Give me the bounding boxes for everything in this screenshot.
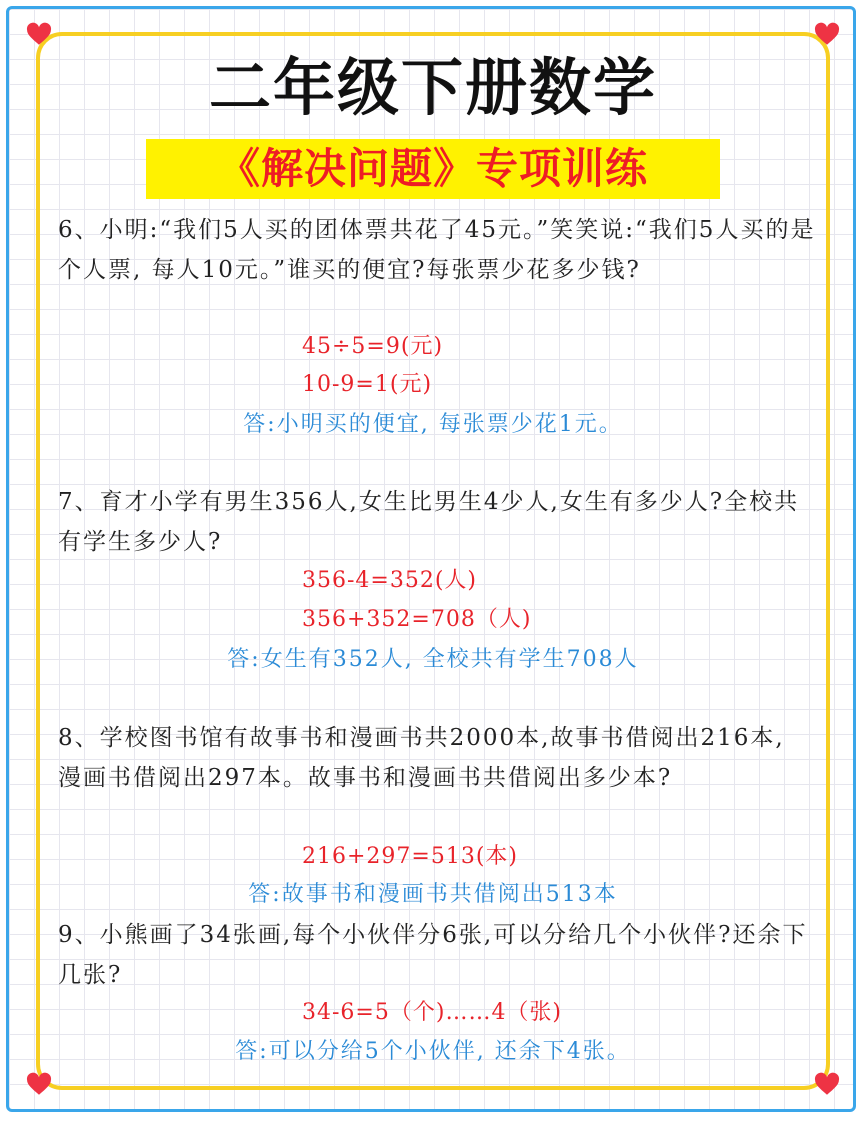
problem-9-question: 9、小熊画了34张画,每个小伙伴分6张,可以分给几个小伙伴?还余下几张? [58,922,808,988]
problem-8-question: 8、学校图书馆有故事书和漫画书共2000本,故事书借阅出216本, 漫画书借阅出297本。故事书和漫画书共借阅出多少本? [58,725,785,791]
page-title: 二年级下册数学 [208,51,657,124]
heart-icon [814,22,840,48]
heart-icon [26,1072,52,1098]
problem-7-answer: 答:女生有352人, 全校共有学生708人 [227,647,639,672]
problem-6-step-1: 45÷5=9(元) [302,334,444,359]
page-subtitle: 《解决问题》专项训练 [217,144,648,193]
problem-6-answer: 答:小明买的便宜, 每张票少花1元。 [243,412,623,437]
problem-6-question: 6、小明:“我们5人买的团体票共花了45元。”笑笑说:“我们5人买的是个人票, 每人10元。”谁买的便宜?每张票少花多少钱? [58,217,816,283]
heart-icon [26,22,52,48]
problem-6-step-2: 10-9=1(元) [302,372,433,397]
problem-9-step-1: 34-6=5（个)……4（张) [302,1000,563,1025]
problem-7-step-2: 356+352=708（人) [302,607,532,632]
problem-7-step-1: 356-4=352(人) [302,568,478,593]
problem-7-question: 7、育才小学有男生356人,女生比男生4少人,女生有多少人?全校共有学生多少人? [58,489,800,555]
heart-icon [814,1072,840,1098]
problem-9-answer: 答:可以分给5个小伙伴, 还余下4张。 [235,1039,631,1064]
problem-8-answer: 答:故事书和漫画书共借阅出513本 [248,882,618,907]
problem-8-step-1: 216+297=513(本) [302,844,519,869]
